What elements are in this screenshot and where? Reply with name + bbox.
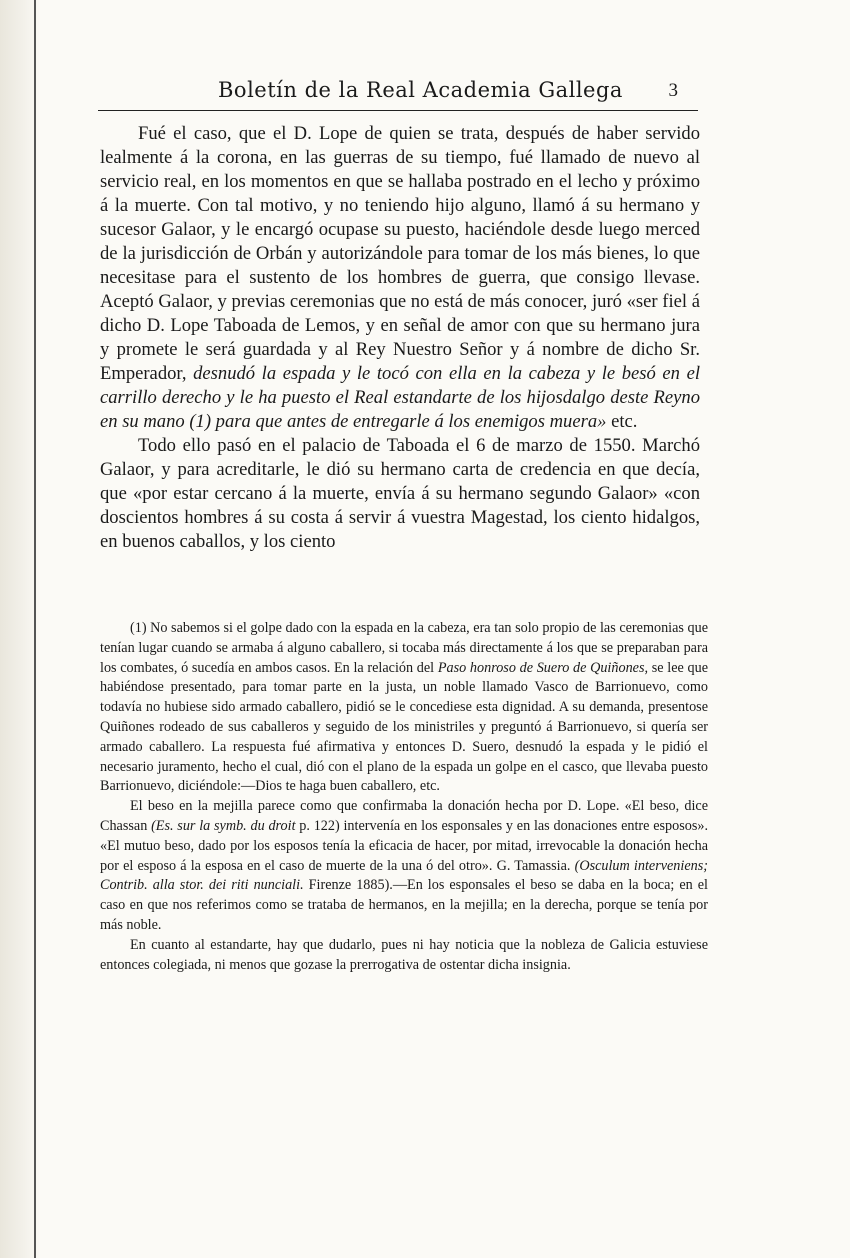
running-title: Boletín de la Real Academia Gallega <box>218 78 623 102</box>
paragraph-1 <box>100 122 700 434</box>
paragraph-1-text: Fué el caso, que el D. Lope de quien se trata, después de haber servido lealmente á la corona, en las guerras de su tiempo, fué llamado de nuevo al servicio real, en los momentos en que se hallaba postrado en el lecho y próximo á la muerte. Con tal motivo, y no teniendo hijo alguno, llamó á su hermano y sucesor Galaor, y le encargó ocupase su puesto, haciéndole desde luego merced de la jurisdicción de Orbán y autorizándole para tomar de los más bienes, lo que necesitase para el sustento de los hombres de guerra, que consigo llevase. Aceptó Galaor, y previas ceremonias que no está de más conocer, juró «ser fiel á dicho D. Lope Taboada de Lemos, y en señal de amor con que su hermano jura y promete le será guardada y al Rey Nuestro Señor y á nombre de dicho Sr. Emperador, <box>100 123 700 384</box>
footnote-1-continuation: se lee que habiéndose presentado, para tomar parte en la justa, un noble llamado Vasco de Barrionuevo, como todavía no hubiese sido armado caballero, pidió se le concediese esta dignidad. A su demanda, presentose Quiñones rodeado de sus caballeros y seguido de los ministriles y preguntó á Barrionuevo, si quería ser armado caballero. La respuesta fué afirmativa y entonces D. Suero, desnudó la espada y le pidió el necesario juramento, hecho el cual, dió con el plano de la espada un golpe en el casco, que llevaba puesto Barrionuevo, diciéndole:—Dios te haga buen caballero, etc. <box>100 659 708 795</box>
page-header <box>98 76 698 111</box>
footnote-2-middle: p. 122) intervenía en los esponsales y en las donaciones entre esposos». «El mutuo beso, dado por los esposos tenía la eficacia de hacer, por mitad, irrevocable la donación hecha por el esposo á la esposa en el caso de muerte de la una ó del otro». G. Tamassia. <box>100 817 708 874</box>
paragraph-1-tail: etc. <box>606 411 638 432</box>
main-text <box>100 122 700 554</box>
footnote-1-text: (1) No sabemos si el golpe dado con la espada en la cabeza, era tan solo propio de las ceremonias que tenían lugar cuando se armaba á alguno caballero, si tocaba más directamente á los que se preparaban para los combates, ó sucedía en ambos casos. En la relación del <box>100 620 708 676</box>
paragraph-1-italic-quote: desnudó la espada y le tocó con ella en la cabeza y le besó en el carrillo derecho y le ha puesto el Real estandarte de los hijosdalgo deste Reyno en su mano (1) para que antes de entregarle á los enemigos muera» <box>100 363 700 432</box>
footnote-2 <box>100 797 708 936</box>
footnote-2-end: Firenze 1885).—En los esponsales el beso se daba en la boca; en el caso en que nos referimos como se trataba de hermanos, en la mejilla; en la derecha, porque se tenía por más noble. <box>100 877 709 933</box>
footnote-1 <box>100 619 708 797</box>
binding-edge-line <box>34 0 36 1258</box>
page-number: 3 <box>668 80 678 101</box>
paragraph-2: Todo ello pasó en el palacio de Taboada el 6 de marzo de 1550. Marchó Galaor, y para acreditarle, le dió su hermano carta de credencia en que decía, que «por estar cercano á la muerte, envía á su hermano segundo Galaor» «con doscientos hombres á su costa á servir á vuestra Magestad, los ciento hidalgos, en buenos caballos, y los ciento <box>100 435 700 552</box>
footnote-2-text: El beso en la mejilla parece como que confirmaba la donación hecha por D. Lope. «El beso, dice Chassan <box>100 798 708 834</box>
footnote-3: En cuanto al estandarte, hay que dudarlo, pues ni hay noticia que la nobleza de Galicia estuviese entonces colegiada, ni menos que gozase la prerrogativa de ostentar dicha insignia. <box>100 936 708 973</box>
footnotes <box>100 619 708 975</box>
footnote-2-italic-citation-1: (Es. sur la symb. du droit <box>151 817 296 834</box>
footnote-1-italic-title: Paso honroso de Suero de Quiñones, <box>437 659 649 676</box>
footnote-2-italic-citation-2: (Osculum interveniens; Contrib. alla stor. dei riti nunciali. <box>100 857 708 894</box>
